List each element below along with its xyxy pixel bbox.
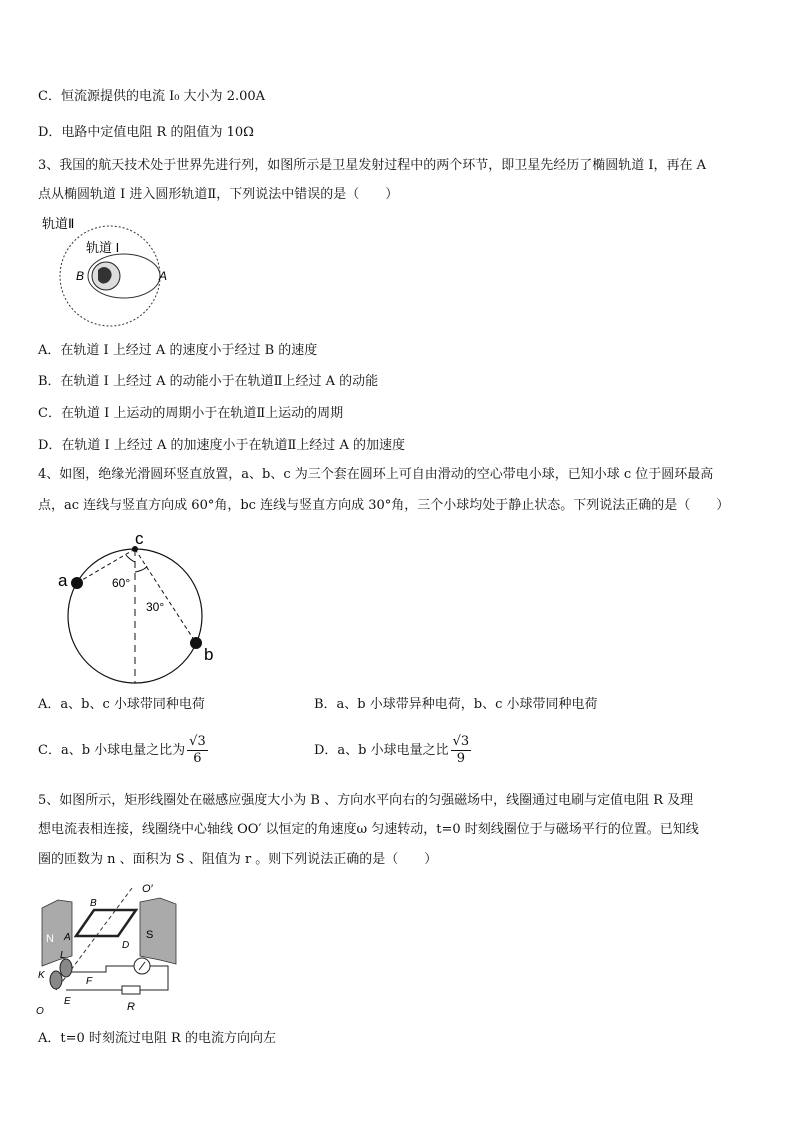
- q4-option-c-prefix: C．a、b 小球电量之比为: [38, 743, 186, 758]
- q4-option-c-numerator: √3: [189, 734, 206, 749]
- q3-option-c: C．在轨道 I 上运动的周期小于在轨道Ⅱ上运动的周期: [38, 406, 344, 421]
- q4-ring-figure: [50, 530, 230, 686]
- q4-option-a: A．a、b、c 小球带同种电荷: [38, 697, 205, 712]
- q5-stem-line3: 圈的匝数为 n 、面积为 S 、阻值为 r 。则下列说法正确的是（ ）: [38, 852, 438, 867]
- q5-option-a: A．t=0 时刻流过电阻 R 的电流方向向左: [38, 1031, 276, 1046]
- label-f: F: [86, 976, 93, 987]
- label-o-prime: O′: [142, 883, 153, 895]
- q2-option-d: D．电路中定值电阻 R 的阻值为 10Ω: [38, 125, 254, 140]
- q4-option-d-numerator: √3: [452, 734, 470, 749]
- q4-option-c-fraction: [187, 734, 208, 767]
- label-d: D: [122, 940, 130, 951]
- q5-generator-figure: [36, 880, 186, 1018]
- label-b: b: [204, 645, 214, 664]
- q4-stem-line1: 4、如图，绝缘光滑圆环竖直放置，a、b、c 为三个套在圆环上可自由滑动的空心带电小球，已知小球 c 位于圆环最高: [38, 467, 714, 482]
- q4-option-d-denominator: 9: [456, 751, 466, 766]
- point-a-label: A: [159, 269, 168, 283]
- q4-option-c: [38, 734, 208, 767]
- ball-a: [71, 577, 83, 589]
- q3-stem-line2: 点从椭圆轨道 I 进入圆形轨道Ⅱ，下列说法中错误的是（ ）: [38, 187, 399, 202]
- ball-b: [190, 637, 202, 649]
- label-c: c: [135, 530, 144, 548]
- bc-dashed-line: [135, 549, 196, 643]
- label-a: A: [64, 932, 71, 943]
- label-l: L: [60, 950, 66, 961]
- q4-stem-line2: 点，ac 连线与竖直方向成 60°角，bc 连线与竖直方向成 30°角，三个小球均处于静止状态。下列说法正确的是（ ）: [38, 498, 730, 513]
- label-e: E: [64, 996, 71, 1007]
- circuit-wire: [66, 966, 168, 990]
- q4-option-d-prefix: D．a、b 小球电量之比: [314, 743, 449, 758]
- q3-option-d: D．在轨道 I 上经过 A 的加速度小于在轨道Ⅱ上经过 A 的加速度: [38, 438, 405, 453]
- label-r: R: [127, 1001, 135, 1013]
- q4-option-d-fraction: [451, 734, 472, 767]
- q5-stem-line1: 5、如图所示，矩形线圈处在磁感应强度大小为 B 、方向水平向右的匀强磁场中，线圈通过电刷与定值电阻 R 及理: [38, 793, 694, 808]
- q3-option-a: A．在轨道 I 上经过 A 的速度小于经过 B 的速度: [38, 343, 318, 358]
- slip-ring-2: [50, 971, 62, 989]
- angle-30-arc: [135, 566, 147, 572]
- q3-option-b: B．在轨道 I 上经过 A 的动能小于在轨道Ⅱ上经过 A 的动能: [38, 374, 379, 389]
- q4-option-c-denominator: 6: [193, 751, 202, 766]
- angle-60-arc: [126, 555, 135, 562]
- q4-option-d: [314, 734, 471, 767]
- point-b-label: B: [76, 269, 85, 283]
- q3-orbit-figure: [38, 212, 178, 334]
- orbit1-label: 轨道 I: [86, 240, 120, 255]
- q2-option-c: C．恒流源提供的电流 I₀ 大小为 2.00A: [38, 89, 266, 104]
- q4-option-b: B．a、b 小球带异种电荷，b、c 小球带同种电荷: [314, 697, 598, 712]
- label-n: N: [46, 933, 54, 945]
- label-a: a: [58, 571, 68, 590]
- label-b: B: [90, 898, 97, 909]
- orbit2-label: 轨道Ⅱ: [42, 216, 75, 231]
- q3-stem-line1: 3、我国的航天技术处于世界先进行列，如图所示是卫星发射过程中的两个环节，即卫星先经历了椭圆轨道 I，再在 A: [38, 158, 707, 173]
- label-o: O: [36, 1006, 44, 1017]
- label-30: 30°: [146, 600, 165, 614]
- label-60: 60°: [112, 576, 131, 590]
- label-k: K: [38, 970, 45, 981]
- q5-stem-line2: 想电流表相连接，线圈绕中心轴线 OO′ 以恒定的角速度ω 匀速转动，t=0 时刻线圈位于与磁场平行的位置。已知线: [38, 822, 699, 837]
- label-s: S: [146, 929, 154, 941]
- slip-ring-1: [60, 959, 72, 977]
- resistor-r: [122, 986, 140, 994]
